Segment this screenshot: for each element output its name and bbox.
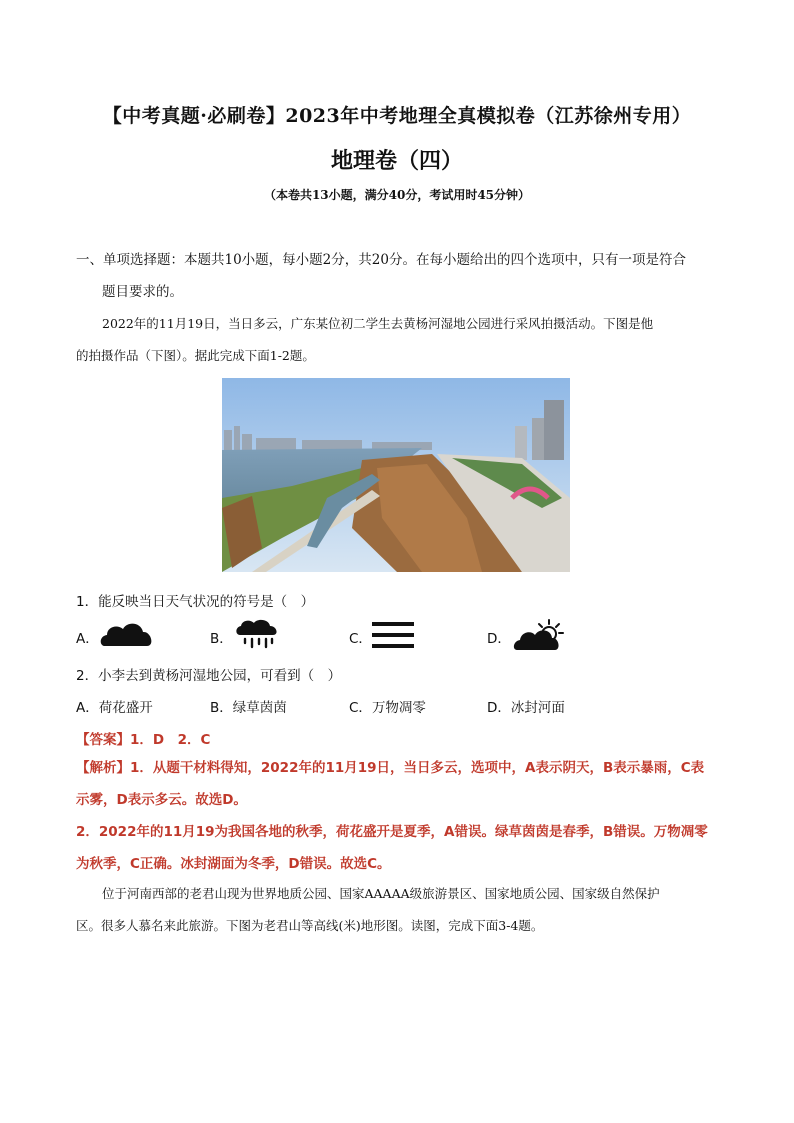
analysis-line1: 【解析】1．从题干材料得知，2022年的11月19日，当日多云，选项中，A表示阴天，B表示暴雨，C表 — [76, 760, 705, 776]
analysis-line4: 为秋季，C正确。冰封湖面为冬季，D错误。故选C。 — [76, 856, 391, 872]
cloudy-icon — [513, 618, 567, 656]
section-heading-line1: 一、单项选择题：本题共10小题，每小题2分，共20分。在每小题给出的四个选项中，只有一项是符合 — [76, 252, 686, 268]
analysis — [76, 752, 721, 880]
fog-icon — [372, 620, 414, 654]
intro-line2: 的拍摄作品（下图）。据此完成下面1-2题。 — [76, 348, 315, 363]
q1-option-a-label: A． — [76, 631, 99, 647]
answer-line: 【答案】1．D 2．C — [76, 732, 211, 748]
q2-option-c-text: 万物凋零 — [371, 700, 426, 716]
overcast-icon — [99, 618, 155, 652]
q2-option-d-label: D． — [487, 700, 511, 716]
passage-2-line2: 区。很多人慕名来此旅游。下图为老君山等高线(米)地形图。读图，完成下面3-4题。 — [76, 918, 544, 933]
page-header-title: 【中考真题·必刷卷】2023年中考地理全真模拟卷（江苏徐州专用） — [102, 105, 692, 127]
exam-note: （本卷共13小题，满分40分，考试用时45分钟） — [263, 188, 531, 202]
analysis-line3: 2．2022年的11月19为我国各地的秋季，荷花盛开是夏季，A错误。绿草茵茵是春季，B错误。万物凋零 — [76, 824, 708, 840]
q2-option-d — [487, 696, 565, 716]
wetland-park-photo — [222, 378, 570, 572]
q2-option-a-label: A． — [76, 700, 99, 716]
q2-option-a — [76, 696, 153, 716]
q2-option-a-text: 荷花盛开 — [98, 700, 153, 716]
q2-option-b — [210, 696, 287, 716]
question-2: 2．小李去到黄杨河湿地公园，可看到（ ） — [76, 668, 342, 684]
analysis-line2: 示雾，D表示多云。故选D。 — [76, 792, 247, 808]
intro-passage — [76, 308, 721, 372]
q2-option-d-text: 冰封河面 — [510, 700, 565, 716]
q1-option-b-label: B． — [210, 631, 233, 647]
q1-option-d-label: D． — [487, 631, 511, 647]
q2-option-b-text: 绿草茵茵 — [232, 700, 287, 716]
intro-line1: 2022年的11月19日，当日多云，广东某位初二学生去黄杨河湿地公园进行采风拍摄活动。下图是他 — [102, 316, 654, 331]
section-heading-line2: 题目要求的。 — [102, 284, 183, 300]
section-heading — [76, 244, 721, 308]
question-1: 1．能反映当日天气状况的符号是（ ） — [76, 594, 315, 610]
q1-option-c-label: C． — [349, 631, 372, 647]
passage-2 — [76, 878, 721, 942]
passage-2-line1: 位于河南西部的老君山现为世界地质公园、国家AAAAA级旅游景区、国家地质公园、国家级自然保护 — [102, 886, 660, 901]
q2-option-c — [349, 696, 426, 716]
q2-option-b-label: B． — [210, 700, 233, 716]
rainstorm-icon — [235, 619, 279, 653]
page-subtitle: 地理卷（四） — [330, 148, 463, 174]
q2-option-c-label: C． — [349, 700, 372, 716]
